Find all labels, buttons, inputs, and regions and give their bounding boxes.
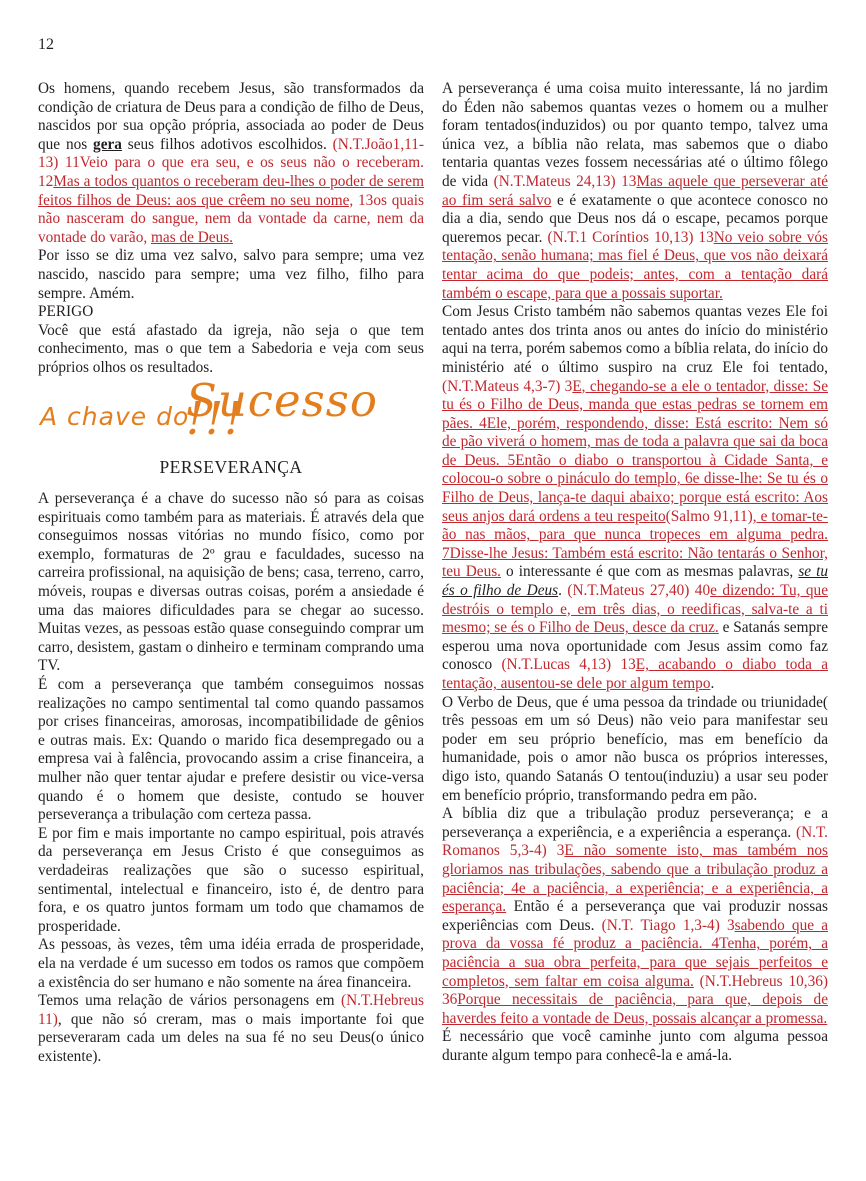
- success-banner: [38, 373, 424, 456]
- text-run: .: [710, 675, 715, 692]
- text-run: (N.T.Hebreus 11): [38, 992, 424, 1028]
- paragraph-eden: [442, 80, 828, 303]
- paragraph-adoption: [38, 80, 424, 247]
- text-run: No veio sobre vós tentação, senão humana; mas fiel é Deus, que vos não deixará tentar acima do que podeis; antes, com a tentação dará também o escape, para que a possais suportar.: [442, 228, 829, 302]
- text-run: gera: [93, 135, 122, 153]
- page-number: 12: [38, 36, 54, 53]
- paragraph-prosperity: As pessoas, às vezes, têm uma idéia errada de prosperidade, ela na verdade é um sucesso em todos os ramos que compõem a existência do ser humano e não somente na área financeira.: [38, 936, 424, 991]
- text-run: (N.T.Lucas 4,13) 13: [501, 656, 636, 674]
- text-run: se tu és o filho de Deus: [442, 563, 829, 600]
- paragraph-closing: É necessário que você caminhe junto com alguma pessoa durante algum tempo para conhecê-la e amá-la.: [442, 1028, 828, 1064]
- text-run: (N.T.Hebreus 10,36) 36: [442, 972, 828, 1009]
- text-run: , e tomar-te-ão nas mãos, para que nunca tropeces em alguma pedra. 7Disse-lhe Jesus: Também está escrito: Não tentarás o Senhor, teu Deus.: [442, 507, 828, 581]
- left-column: [38, 80, 424, 1067]
- text-run: e é exatamente o que acontece conosco no dia a dia, sendo que Deus nos dá o escape, pecamos porque queremos pecar.: [442, 191, 828, 246]
- paragraph-spiritual: E por fim e mais importante no campo espiritual, pois através da perseverança em Jesus Cristo é que conseguimos as verdadeiras realizações que são o sucesso espiritual, sentimental, intelectual e financeiro, isto é, de dentro para fora, e os quatro juntos formam um todo que chamamos de prosperidade.: [38, 824, 424, 935]
- text-run: E, chegando-se a ele o tentador, disse: Se tu és o Filho de Deus, manda que estas pedras se tornem em pães. 4Ele, porém, respondendo, disse: Está escrito: Nem só de pão viverá o homem, mas de toda a palavra que sai da boca de Deus. 5Então o diabo o transportou à Cidade Santa, e colocou-o sobre o pináculo do templo, 6e disse-lhe: Se tu és o Filho de Deus, lança-te daqui abaixo; porque está escrito: Aos seus anjos dará ordens a teu respeito: [442, 377, 828, 525]
- text-run: e Satanás sempre esperou uma nova oportunidade com Jesus assim como faz conosco: [442, 619, 828, 674]
- heading-perigo: PERIGO: [38, 303, 94, 321]
- text-run: 13os quais não nasceram do sangue, nem da vontade da carne, nem da vontade do varão,: [38, 191, 424, 246]
- right-column: [442, 80, 828, 1065]
- text-run: (N.T.Mateus 4,3-7) 3: [442, 377, 573, 395]
- text-run: Mas a todos quantos o receberam deu-lhes o poder de serem feitos filhos de Deus: aos que crêem no seu nome,: [38, 172, 424, 209]
- text-run: Então é a perseverança que vai produzir nossas experiências com Deus.: [442, 898, 828, 934]
- paragraph-tribulation: [442, 805, 828, 1028]
- text-run: Porque necessitais de paciência, para que, depois de haverdes feito a vontade de Deus, possais alcançar a promessa.: [442, 991, 828, 1027]
- text-run: A bíblia diz que a tribulação produz perseverança; e a perseverança a experiência, e a experiência a esperança.: [442, 805, 828, 841]
- paragraph-hebrews: [38, 992, 424, 1066]
- section-title: PERSEVERANÇA: [159, 456, 303, 477]
- text-run: mas de Deus.: [151, 228, 233, 246]
- text-run: seus filhos adotivos escolhidos.: [121, 135, 333, 153]
- banner-small-text: A chave do: [40, 401, 190, 431]
- text-run: Mas aquele que perseverar até ao fim será salvo: [442, 172, 828, 209]
- text-run: E não somente isto, mas também nos gloriamos nas tribulações, sabendo que a tribulação produz a paciência; 4e a paciência, a experiência; e a experiência, a esperança.: [442, 842, 828, 916]
- text-run: (Salmo 91,11): [665, 507, 753, 525]
- text-run: Com Jesus Cristo também não sabemos quantas vezes Ele foi tentado antes dos trinta anos ou antes do início do ministério aqui na terra, porém sabemos como a bíblia relata, do início do ministério até o último suspiro na cruz Ele foi tentado,: [442, 303, 828, 376]
- text-run: .: [558, 582, 568, 600]
- paragraph-perseverance-key: A perseverança é a chave do sucesso não só para as coisas espirituais como também para as materiais. É através dela que conseguimos nossas vitórias no mundo físico, como por exemplo, formaturas de 2º grau e faculdades, sucesso na carreira profissional, na aquisição de bens; casa, terreno, carro, móveis, roupas e diversas outras coisas, porém a ansiedade é uma das maiores dificuldades para se chegar ao sucesso. Muitas vezes, as pessoas estão quase conseguindo comprar um carro, desistem, gastam o dinheiro e terminam comprando uma TV.: [38, 490, 424, 675]
- text-run: sabendo que a prova da vossa fé produz a paciência. 4Tenha, porém, a paciência a sua obra perfeita, para que sejais perfeitos e completos, sem faltar em coisa alguma.: [442, 916, 828, 990]
- banner-big-text: Sucesso !!!: [186, 373, 378, 446]
- text-run: A perseverança é uma coisa muito interessante, lá no jardim do Éden não sabemos quantas vezes o homem ou a mulher foram tentados(induzidos) ou por quanto tempo, talvez uma única vez, a bíblia não relata, mas sabemos que o diabo tentaria quantas vezes fossem necessárias até o último fôlego de vida: [442, 80, 828, 190]
- text-run: (N.T.Mateus 27,40) 40: [567, 582, 711, 600]
- text-run: (N.T.1 Coríntios 10,13) 13: [547, 228, 714, 246]
- text-run: (N.T. Tiago 1,3-4) 3: [601, 916, 735, 934]
- paragraph-saved-forever: Por isso se diz uma vez salvo, salvo para sempre; uma vez nascido, nascido para sempre; uma vez filho, filho para sempre. Amém.: [38, 247, 424, 302]
- text-run: (N.T. Romanos 5,3-4) 3: [442, 823, 828, 860]
- text-run: E, acabando o diabo toda a tentação, ausentou-se dele: [442, 656, 828, 692]
- text-run: (N.T.João1,11-13) 11Veio para o que era seu, e os seus não o receberam. 12: [38, 135, 424, 190]
- text-run: , que não só creram, mas o mais importante foi que perseveraram cada um deles na sua fé no seu Deus(o único existente).: [38, 1010, 424, 1065]
- paragraph-jesus-tempted: [442, 303, 828, 693]
- text-run: o interessante é que com as mesmas palavras,: [501, 563, 799, 581]
- text-run: Os homens, quando recebem Jesus, são transformados da condição de criatura de Deus para a condição de filho de Deus, nascidos por sua opção própria, associada ao poder de Deus que nos: [38, 80, 424, 153]
- text-run: por algum tempo: [605, 675, 711, 692]
- text-run: e dizendo: Tu, que destróis o templo e, em três dias, o reedificas, salva-te a ti mesmo; se és o Filho de Deus, desce da cruz.: [442, 582, 828, 637]
- paragraph-sentimental: É com a perseverança que também conseguimos nossas realizações no campo sentimental tal como quando passamos por crises financeiras, amorosas, incompatibilidade de gênios e outras mais. Ex: Quando o marido fica desempregado ou a empresa vai à falência, provocando assim a crise financeira, a mulher não quer tentar ajudar e prefere desistir ou vice-versa quando é o homem que desiste, contudo se houver perseverança a tribulação com certeza passa.: [38, 676, 424, 824]
- text-run: Temos uma relação de vários personagens em: [38, 992, 342, 1010]
- text-run: (N.T.Mateus 24,13) 13: [493, 172, 637, 190]
- paragraph-word-of-god: O Verbo de Deus, que é uma pessoa da trindade ou triunidade( três pessoas em um só Deus) não veio para manifestar seu poder em seu próprio benefício, mas em benefício da humanidade, pois o amor não busca os próprios interesses, digo isto, quando Satanás O tentou(induziu) a usar seu poder em benefício próprio, transformando pedra em pão.: [442, 693, 828, 804]
- paragraph-warning: Você que está afastado da igreja, não seja o que tem conhecimento, mas o que tem a Sabedoria e veja com seus próprios olhos os resultados.: [38, 321, 424, 376]
